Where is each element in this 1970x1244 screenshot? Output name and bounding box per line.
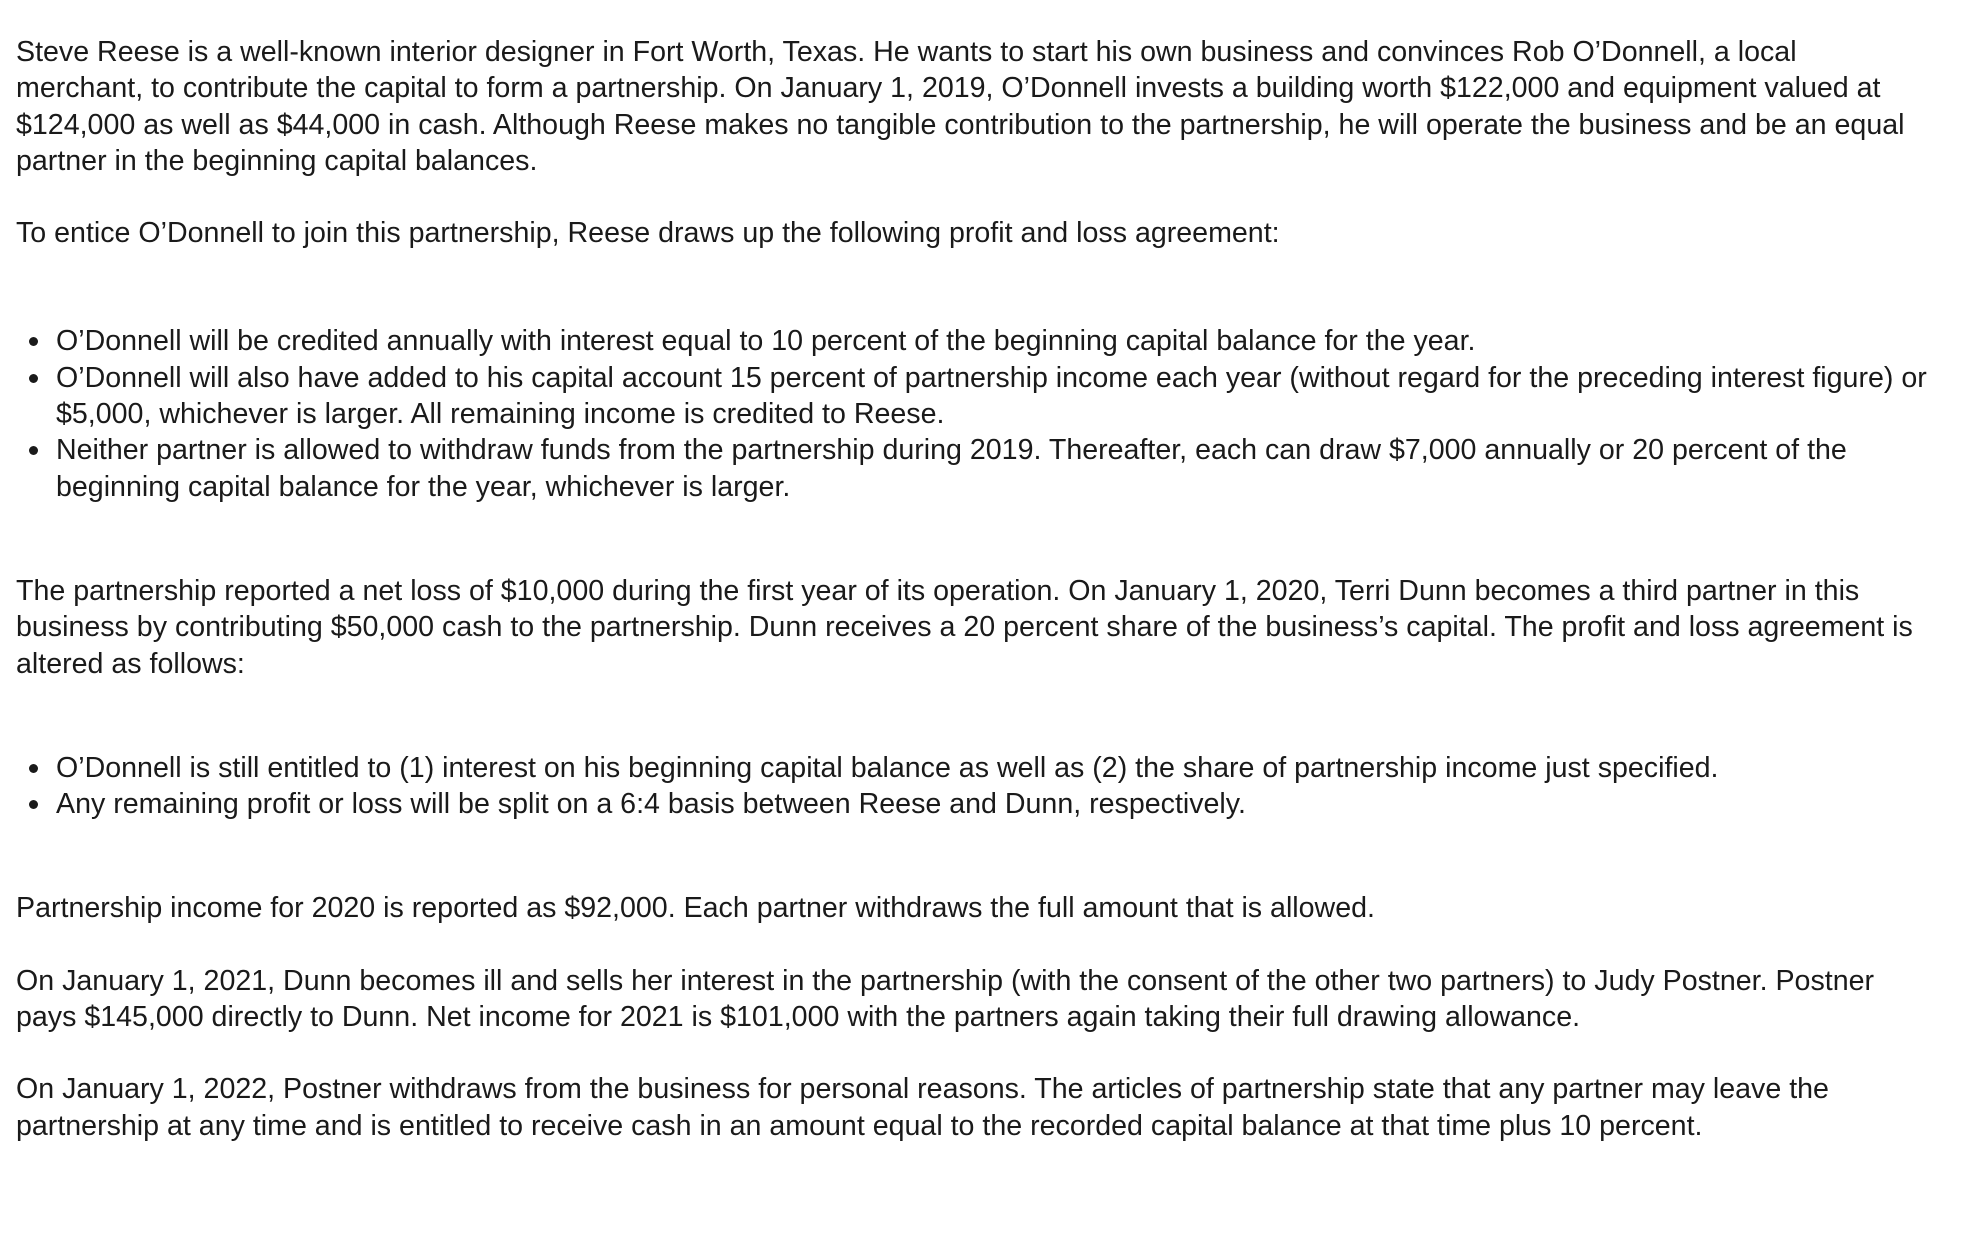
list-item <box>16 786 1930 822</box>
agreement-list <box>16 323 1930 504</box>
net-loss-paragraph: The partnership reported a net loss of $10,000 during the first year of its operation. On January 1, 2020, Terri Dunn becomes a third partner in this business by contributing $50,000 cash to the partnership. Dunn receives a 20 percent share of the business’s capital. The profit and loss agreement is altered as follows: <box>16 574 1913 680</box>
list-item <box>16 360 1930 433</box>
dunn-sale-paragraph: On January 1, 2021, Dunn becomes ill and sells her interest in the partnership (with the consent of the other two partners) to Judy Postner. Postner pays $145,000 directly to Dunn. Net income for 2021 is $101,000 with the partners again taking their full drawing allowance. <box>16 964 1875 1034</box>
bullet-icon <box>29 446 38 455</box>
income-2020-paragraph: Partnership income for 2020 is reported as $92,000. Each partner withdraws the full amount that is allowed. <box>16 892 1375 925</box>
intro-paragraph: Steve Reese is a well-known interior designer in Fort Worth, Texas. He wants to start his own business and convinces Rob O’Donnell, a local merchant, to contribute the capital to form a partnership. On January 1, 2019, O’Donnell invests a building worth $122,000 and equipment valued at $124,000 as well as $44,000 in cash. Although Reese makes no tangible contribution to the partnership, he will operate the business and be an equal partner in the beginning capital balances. <box>16 36 1905 177</box>
list-item-text: Any remaining profit or loss will be split on a 6:4 basis between Reese and Dunn, respectively. <box>56 788 1246 821</box>
list-item <box>16 323 1930 359</box>
list-item-text: O’Donnell will be credited annually with interest equal to 10 percent of the beginning capital balance for the year. <box>56 325 1476 358</box>
bullet-icon <box>29 800 38 809</box>
postner-withdrawal-paragraph: On January 1, 2022, Postner withdraws from the business for personal reasons. The articles of partnership state that any partner may leave the partnership at any time and is entitled to receive cash in an amount equal to the recorded capital balance at that time plus 10 percent. <box>16 1073 1829 1142</box>
list-item-text: Neither partner is allowed to withdraw funds from the partnership during 2019. Thereafter, each can draw $7,000 annually or 20 percent of the beginning capital balance for the year, whichever is larger. <box>56 434 1847 503</box>
bullet-icon <box>29 764 38 773</box>
list-item <box>16 750 1930 786</box>
bullet-icon <box>29 374 38 383</box>
list-item-text: O’Donnell will also have added to his capital account 15 percent of partnership income each year (without regard for the preceding interest figure) or $5,000, whichever is larger. All remaining income is credited to Reese. <box>56 361 1927 431</box>
agreement-intro-paragraph: To entice O’Donnell to join this partnership, Reese draws up the following profit and loss agreement: <box>16 217 1280 250</box>
list-item <box>16 432 1930 505</box>
list-item-text: O’Donnell is still entitled to (1) interest on his beginning capital balance as well as (2) the share of partnership income just specified. <box>56 751 1719 784</box>
altered-agreement-list <box>16 750 1930 823</box>
bullet-icon <box>29 337 38 346</box>
